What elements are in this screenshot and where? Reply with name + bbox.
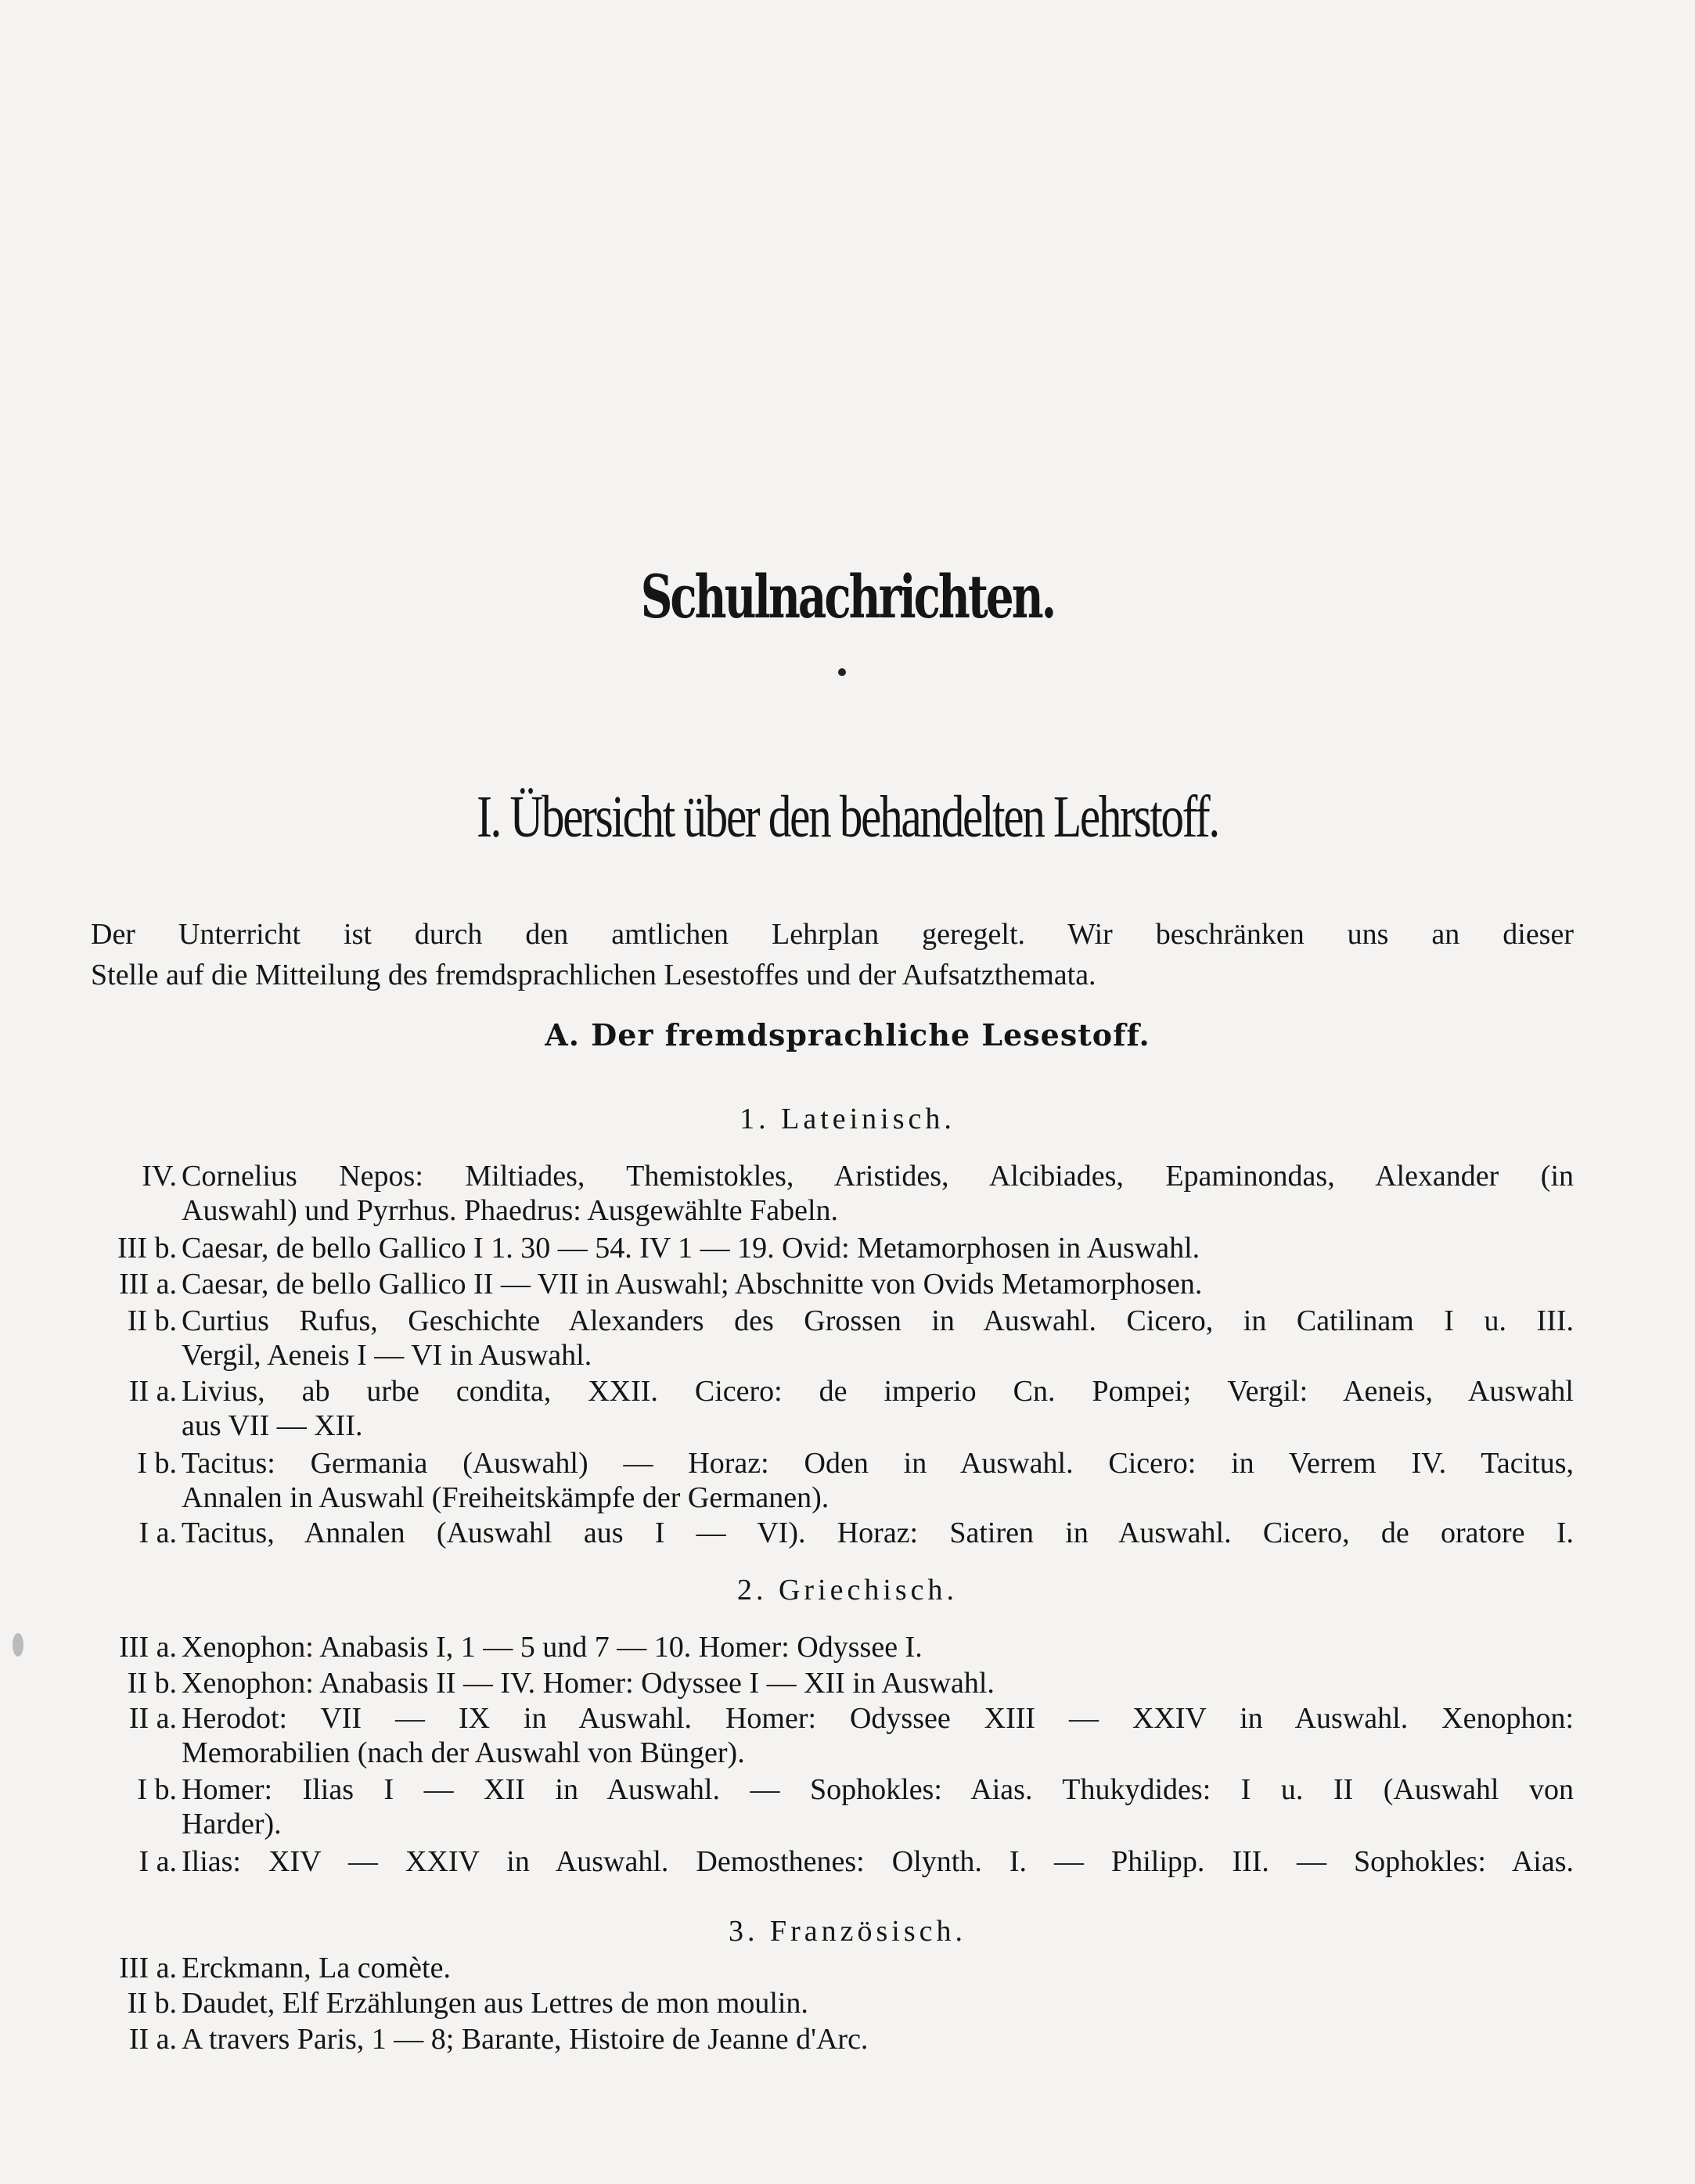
latein-entry-ia bbox=[78, 1516, 1574, 1550]
class-label: III b. bbox=[117, 1232, 177, 1265]
heading-griechisch: 2. Griechisch. bbox=[736, 1574, 959, 1607]
latein-entry-iv bbox=[78, 1159, 1574, 1228]
class-label: IV. bbox=[142, 1160, 177, 1193]
latein-entry-iiib bbox=[78, 1231, 1574, 1265]
entry-line: Caesar, de bello Gallico II — VII in Auswahl; Abschnitte von Ovids Metamorphosen. bbox=[182, 1268, 1203, 1301]
entry-line: Curtius Rufus, Geschichte Alexanders des Grossen in Auswahl. Cicero, in Catilinam I u. III. bbox=[182, 1304, 1574, 1337]
entry-line: Auswahl) und Pyrrhus. Phaedrus: Ausgewählte Fabeln. bbox=[182, 1194, 839, 1227]
griechisch-entry-ia bbox=[78, 1844, 1574, 1879]
class-label: II a. bbox=[128, 1702, 177, 1735]
latein-entry-ib bbox=[78, 1446, 1574, 1515]
page-title: Schulnachrichten. bbox=[640, 562, 1055, 631]
class-label: III a. bbox=[119, 1952, 177, 1984]
class-label: I b. bbox=[137, 1773, 177, 1806]
ink-dot bbox=[838, 668, 846, 676]
griechisch-entry-ib bbox=[78, 1772, 1574, 1841]
class-label: III a. bbox=[119, 1268, 177, 1301]
griechisch-entry-iib bbox=[78, 1666, 1574, 1700]
margin-mark bbox=[13, 1633, 23, 1657]
intro-paragraph bbox=[91, 914, 1574, 995]
class-label: I a. bbox=[139, 1845, 177, 1878]
entry-line: Cornelius Nepos: Miltiades, Themistokles, Aristides, Alcibiades, Epaminondas, Alexander (in bbox=[182, 1160, 1574, 1193]
latein-entry-iib bbox=[78, 1304, 1574, 1373]
entry-line: Tacitus, Annalen (Auswahl aus I — VI). Horaz: Satiren in Auswahl. Cicero, de oratore I. bbox=[182, 1517, 1574, 1549]
intro-line-2: Stelle auf die Mitteilung des fremdsprachlichen Lesestoffes und der Aufsatzthemata. bbox=[91, 959, 1096, 991]
entry-line: Caesar, de bello Gallico I 1. 30 — 54. IV 1 — 19. Ovid: Metamorphosen in Auswahl. bbox=[182, 1232, 1200, 1265]
latein-entry-iia bbox=[78, 1374, 1574, 1443]
entry-line: A travers Paris, 1 — 8; Barante, Histoire de Jeanne d'Arc. bbox=[182, 2023, 869, 2056]
franz-entry-iia bbox=[78, 2022, 1574, 2056]
entry-line: Vergil, Aeneis I — VI in Auswahl. bbox=[182, 1339, 592, 1372]
entry-line: Herodot: VII — IX in Auswahl. Homer: Odyssee XIII — XXIV in Auswahl. Xenophon: bbox=[182, 1702, 1574, 1735]
entry-line: Xenophon: Anabasis I, 1 — 5 und 7 — 10. Homer: Odyssee I. bbox=[182, 1631, 923, 1664]
griechisch-entry-iiia bbox=[78, 1630, 1574, 1664]
entry-line: Daudet, Elf Erzählungen aus Lettres de mon moulin. bbox=[182, 1987, 808, 2020]
heading-latein: 1. Lateinisch. bbox=[740, 1103, 955, 1135]
section-title: I. Übersicht über den behandelten Lehrstoff. bbox=[477, 784, 1218, 850]
class-label: I b. bbox=[137, 1447, 177, 1480]
class-label: I a. bbox=[139, 1517, 177, 1549]
entry-line: Harder). bbox=[182, 1808, 282, 1840]
entry-line: Erckmann, La comète. bbox=[182, 1952, 451, 1984]
griechisch-entry-iia bbox=[78, 1701, 1574, 1770]
entry-line: aus VII — XII. bbox=[182, 1409, 363, 1442]
entry-line: Livius, ab urbe condita, XXII. Cicero: de imperio Cn. Pompei; Vergil: Aeneis, Auswahl bbox=[182, 1375, 1574, 1408]
class-label: II b. bbox=[127, 1304, 177, 1337]
franz-entry-iib bbox=[78, 1986, 1574, 2020]
entry-line: Xenophon: Anabasis II — IV. Homer: Odyssee I — XII in Auswahl. bbox=[182, 1667, 995, 1700]
entry-line: Tacitus: Germania (Auswahl) — Horaz: Oden in Auswahl. Cicero: in Verrem IV. Tacitus, bbox=[182, 1447, 1574, 1480]
subsection-title: A. Der fremdsprachliche Lesestoff. bbox=[545, 1017, 1150, 1052]
entry-line: Ilias: XIV — XXIV in Auswahl. Demosthenes: Olynth. I. — Philipp. III. — Sophokles: Aias. bbox=[182, 1845, 1574, 1878]
class-label: II b. bbox=[127, 1987, 177, 2020]
class-label: II a. bbox=[128, 1375, 177, 1408]
heading-franzoesisch: 3. Französisch. bbox=[728, 1915, 967, 1948]
franz-entry-iiia bbox=[78, 1951, 1574, 1985]
entry-line: Memorabilien (nach der Auswahl von Bünger). bbox=[182, 1736, 745, 1769]
intro-line-1: Der Unterricht ist durch den amtlichen Lehrplan geregelt. Wir beschränken uns an dieser bbox=[91, 918, 1574, 951]
class-label: II b. bbox=[127, 1667, 177, 1700]
latein-entry-iiia bbox=[78, 1267, 1574, 1301]
entry-line: Annalen in Auswahl (Freiheitskämpfe der Germanen). bbox=[182, 1481, 830, 1514]
class-label: II a. bbox=[128, 2023, 177, 2056]
class-label: III a. bbox=[119, 1631, 177, 1664]
entry-line: Homer: Ilias I — XII in Auswahl. — Sophokles: Aias. Thukydides: I u. II (Auswahl von bbox=[182, 1773, 1574, 1806]
